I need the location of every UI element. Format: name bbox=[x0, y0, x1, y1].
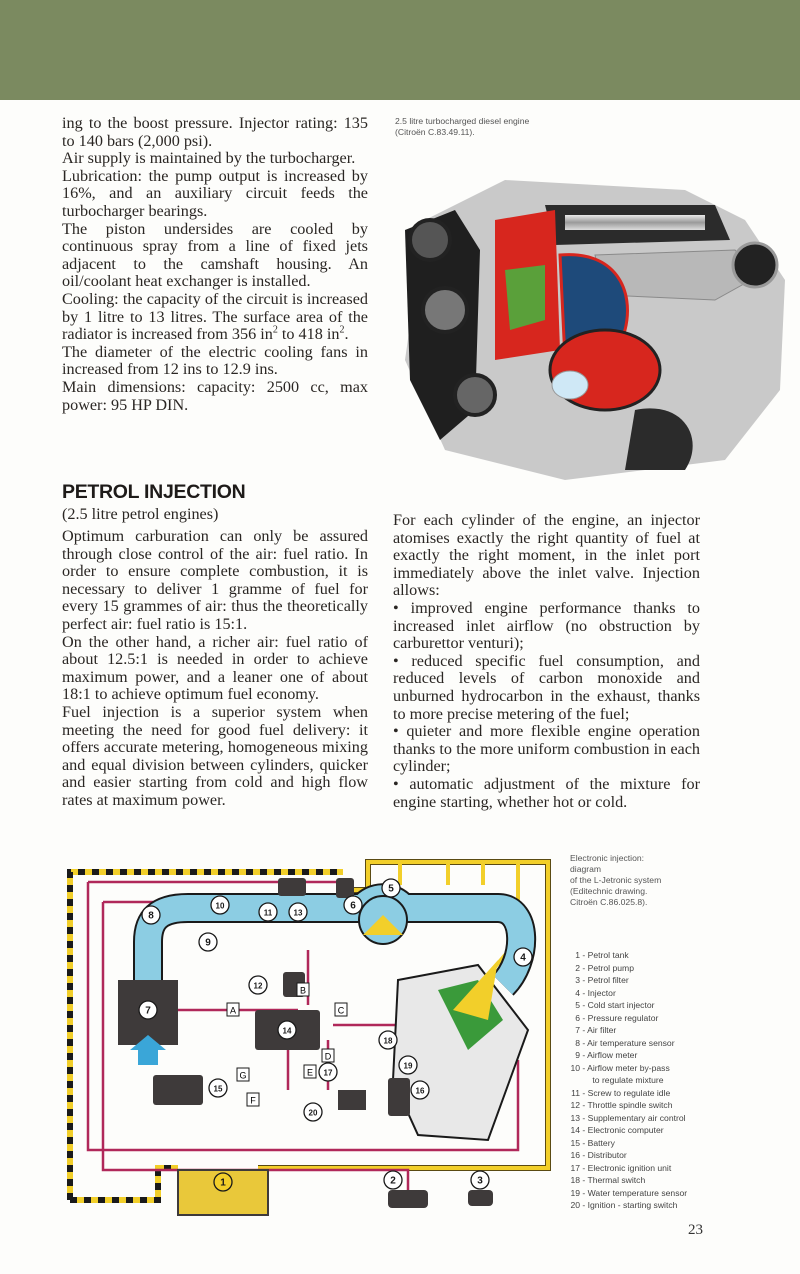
legend-label: - Air filter bbox=[580, 1025, 617, 1035]
ignition-unit bbox=[338, 1090, 366, 1110]
callout-number: 3 bbox=[477, 1175, 483, 1187]
paragraph: For each cylinder of the engine, an injector atomises exactly the right quantity of fuel at exactly the right moment, in the inlet port immediately above the inlet valve. Injection allows: bbox=[393, 511, 700, 600]
bullet-item: • reduced specific fuel consumption, and reduced levels of carbon monoxide and unburned hydrocarbon in the exhaust, thanks to more precise metering of the fuel; bbox=[393, 651, 700, 723]
legend-item bbox=[566, 962, 687, 975]
legend-number: 16 bbox=[570, 1150, 580, 1160]
legend-label: - Electronic computer bbox=[580, 1125, 664, 1135]
pulley bbox=[410, 220, 450, 260]
legend-item bbox=[566, 1062, 687, 1075]
legend-label: - Pressure regulator bbox=[580, 1012, 659, 1023]
text: to 418 in bbox=[277, 325, 340, 344]
legend-number: 1 bbox=[575, 950, 580, 960]
callout-number: 1 bbox=[220, 1177, 226, 1189]
cooling-paragraph bbox=[62, 291, 368, 344]
text: . bbox=[344, 325, 349, 344]
legend-label: - Petrol tank bbox=[580, 950, 629, 960]
caption-line: (Citroën C.83.49.11). bbox=[395, 127, 475, 137]
callout-number: 9 bbox=[205, 937, 211, 949]
l-jetronic-diagram bbox=[58, 850, 563, 1225]
caption-line: Electronic injection: bbox=[570, 853, 645, 863]
legend-number: 14 bbox=[570, 1125, 580, 1135]
signal-label: D bbox=[324, 1051, 332, 1062]
legend-label: - Supplementary air control bbox=[580, 1112, 686, 1123]
legend-number: 15 bbox=[570, 1137, 580, 1148]
legend-item bbox=[566, 1149, 687, 1162]
legend-number: 3 bbox=[575, 975, 580, 985]
legend-label: - Thermal switch bbox=[580, 1175, 646, 1185]
signal-label: F bbox=[250, 1095, 256, 1106]
legend-item bbox=[566, 1074, 687, 1087]
callout-number: 2 bbox=[390, 1175, 396, 1187]
legend-number: 19 bbox=[570, 1187, 580, 1198]
left-column-top-text bbox=[62, 115, 368, 414]
signal-label: B bbox=[299, 985, 307, 996]
pulley bbox=[455, 375, 495, 415]
paragraph: On the other hand, a richer air: fuel ratio of about 12.5:1 is needed in order to achieve maximum power, and a leaner one of about 18:1 to achieve optimum fuel economy. bbox=[62, 632, 368, 704]
legend-item bbox=[566, 1087, 687, 1100]
legend-number: 9 bbox=[575, 1050, 580, 1060]
legend-number: 17 bbox=[570, 1162, 580, 1173]
legend-item bbox=[566, 1187, 687, 1200]
callout-number: 13 bbox=[293, 908, 303, 918]
cutaway-green-section bbox=[505, 265, 545, 330]
battery bbox=[153, 1075, 203, 1105]
legend-label: to regulate mixture bbox=[590, 1075, 664, 1085]
callout-number: 7 bbox=[145, 1005, 151, 1017]
callout-number: 8 bbox=[148, 910, 154, 922]
legend-item bbox=[566, 1012, 687, 1025]
pressure-regulator bbox=[336, 878, 354, 898]
supplementary-air-control bbox=[278, 878, 306, 896]
callout-number: 19 bbox=[403, 1061, 413, 1071]
paragraph: The piston undersides are cooled by continuous spray from a line of fixed jets adjacent to the camshaft housing. An oil/coolant heat exchanger is installed. bbox=[62, 219, 368, 291]
section-subtitle: (2.5 litre petrol engines) bbox=[62, 505, 219, 523]
callout-number: 14 bbox=[282, 1026, 292, 1036]
legend-item bbox=[566, 1137, 687, 1150]
legend-label: - Water temperature sensor bbox=[580, 1187, 688, 1198]
legend-item bbox=[566, 1162, 687, 1175]
signal-label: C bbox=[337, 1005, 345, 1016]
distributor bbox=[388, 1078, 410, 1116]
superscript: 2 bbox=[339, 324, 345, 336]
legend-label: - Battery bbox=[580, 1137, 615, 1148]
legend-number: 8 bbox=[575, 1037, 580, 1048]
legend-label: - Airflow meter bbox=[580, 1050, 638, 1060]
legend-number: 7 bbox=[575, 1025, 580, 1035]
callout-number: 20 bbox=[308, 1108, 318, 1118]
legend-item bbox=[566, 1174, 687, 1187]
turbo-inlet bbox=[552, 371, 588, 399]
callout-number: 11 bbox=[263, 908, 273, 918]
page-number: 23 bbox=[688, 1222, 703, 1238]
caption-line: of the L-Jetronic system bbox=[570, 875, 662, 885]
left-column-section-text bbox=[62, 528, 368, 810]
legend-number: 2 bbox=[575, 962, 580, 973]
legend-label: - Airflow meter by-pass bbox=[580, 1062, 670, 1073]
bullet-item: • improved engine performance thanks to increased inlet airflow (no obstruction by carburettor venturi); bbox=[393, 598, 700, 653]
paragraph: ing to the boost pressure. Injector rating: 135 to 140 bars (2,000 psi). bbox=[62, 114, 368, 150]
fuel-return-line bbox=[70, 1168, 178, 1200]
legend-label: - Air temperature sensor bbox=[580, 1037, 675, 1048]
legend-item bbox=[566, 1024, 687, 1037]
diagram-caption bbox=[570, 853, 661, 908]
section-title: PETROL INJECTION bbox=[62, 481, 246, 503]
callout-number: 16 bbox=[415, 1086, 425, 1096]
legend-number: 12 bbox=[570, 1100, 580, 1110]
pulley bbox=[423, 288, 467, 332]
bullet-item: • automatic adjustment of the mixture for engine starting, whether hot or cold. bbox=[393, 774, 700, 811]
callout-number: 18 bbox=[383, 1036, 393, 1046]
engine-cutaway-photo bbox=[385, 160, 795, 490]
petrol-pump bbox=[388, 1190, 428, 1208]
legend-item bbox=[566, 949, 687, 962]
pulley bbox=[733, 243, 777, 287]
legend-item bbox=[566, 1037, 687, 1050]
legend-number: 6 bbox=[575, 1012, 580, 1023]
legend-number: 4 bbox=[575, 987, 580, 998]
legend-item bbox=[566, 1099, 687, 1112]
caption-line: (Editechnic drawing. bbox=[570, 886, 648, 896]
legend-item bbox=[566, 1124, 687, 1137]
signal-label: G bbox=[239, 1070, 247, 1081]
legend-label: - Petrol filter bbox=[580, 975, 629, 985]
caption-line: Citroën C.86.025.8). bbox=[570, 897, 648, 907]
engine-photo-caption bbox=[395, 116, 529, 138]
bullet-item: • quieter and more flexible engine operation thanks to the more uniform combustion in each cylinder; bbox=[393, 722, 700, 776]
callout-number: 5 bbox=[388, 883, 394, 895]
legend-item bbox=[566, 1199, 687, 1212]
text: Cooling: the capacity of the circuit is increased by 1 litre to 13 litres. The surface area of the radiator is increased from 356 in bbox=[62, 289, 368, 344]
diagram-legend bbox=[566, 949, 687, 1212]
legend-item bbox=[566, 974, 687, 987]
legend-item bbox=[566, 999, 687, 1012]
legend-item bbox=[566, 1112, 687, 1125]
paragraph: Fuel injection is a superior system when meeting the need for good fuel delivery: it offers accurate metering, homogeneous mixing and equal division between cylinders, quicker and easier starting from cold and high flow rates at maximum power. bbox=[62, 702, 368, 809]
petrol-filter bbox=[468, 1190, 493, 1206]
legend-item bbox=[566, 1049, 687, 1062]
legend-item bbox=[566, 987, 687, 1000]
paragraph: Optimum carburation can only be assured through close control of the air: fuel ratio. In order to ensure complete combustion, it is necessary to deliver 1 gramme of fuel for every 15 grammes of air: thus the theoretically perfect air: fuel ratio is 15:1. bbox=[62, 527, 368, 633]
legend-label: - Petrol pump bbox=[580, 962, 634, 973]
paragraph: Lubrication: the pump output is increased by 16%, and an auxiliary circuit feeds the turbocharger bearings. bbox=[62, 166, 368, 220]
right-column-section-text bbox=[393, 512, 700, 811]
top-color-band bbox=[0, 0, 800, 100]
callout-number: 6 bbox=[350, 900, 356, 912]
legend-number: 10 bbox=[570, 1062, 580, 1073]
legend-label: - Electronic ignition unit bbox=[580, 1162, 672, 1173]
caption-line: 2.5 litre turbocharged diesel engine bbox=[395, 116, 530, 126]
chrome-rail bbox=[565, 215, 705, 230]
callout-number: 10 bbox=[215, 901, 225, 911]
callout-number: 12 bbox=[253, 981, 263, 991]
legend-label: - Screw to regulate idle bbox=[580, 1087, 671, 1098]
caption-line: diagram bbox=[570, 864, 602, 874]
legend-label: - Ignition - starting switch bbox=[580, 1200, 678, 1210]
signal-label: E bbox=[306, 1067, 314, 1078]
callout-number: 15 bbox=[213, 1084, 223, 1094]
paragraph: Air supply is maintained by the turbocharger. bbox=[62, 149, 356, 168]
legend-label: - Throttle spindle switch bbox=[580, 1100, 673, 1110]
legend-number: 5 bbox=[575, 1000, 580, 1010]
paragraph: The diameter of the electric cooling fans in increased from 12 ins to 12.9 ins. bbox=[62, 342, 368, 379]
legend-number: 20 bbox=[570, 1200, 580, 1210]
legend-number: 11 bbox=[571, 1087, 580, 1098]
legend-label: - Injector bbox=[580, 987, 616, 998]
legend-label: - Distributor bbox=[580, 1150, 627, 1160]
callout-number: 4 bbox=[520, 952, 526, 964]
signal-label: A bbox=[229, 1005, 237, 1016]
superscript: 2 bbox=[272, 324, 278, 336]
legend-number: 18 bbox=[570, 1175, 580, 1185]
paragraph: Main dimensions: capacity: 2500 cc, max power: 95 HP DIN. bbox=[62, 377, 368, 414]
callout-number: 17 bbox=[323, 1068, 333, 1078]
legend-label: - Cold start injector bbox=[580, 1000, 655, 1010]
legend-number: 13 bbox=[570, 1112, 580, 1123]
fuel-return-line-dash bbox=[70, 1168, 178, 1200]
